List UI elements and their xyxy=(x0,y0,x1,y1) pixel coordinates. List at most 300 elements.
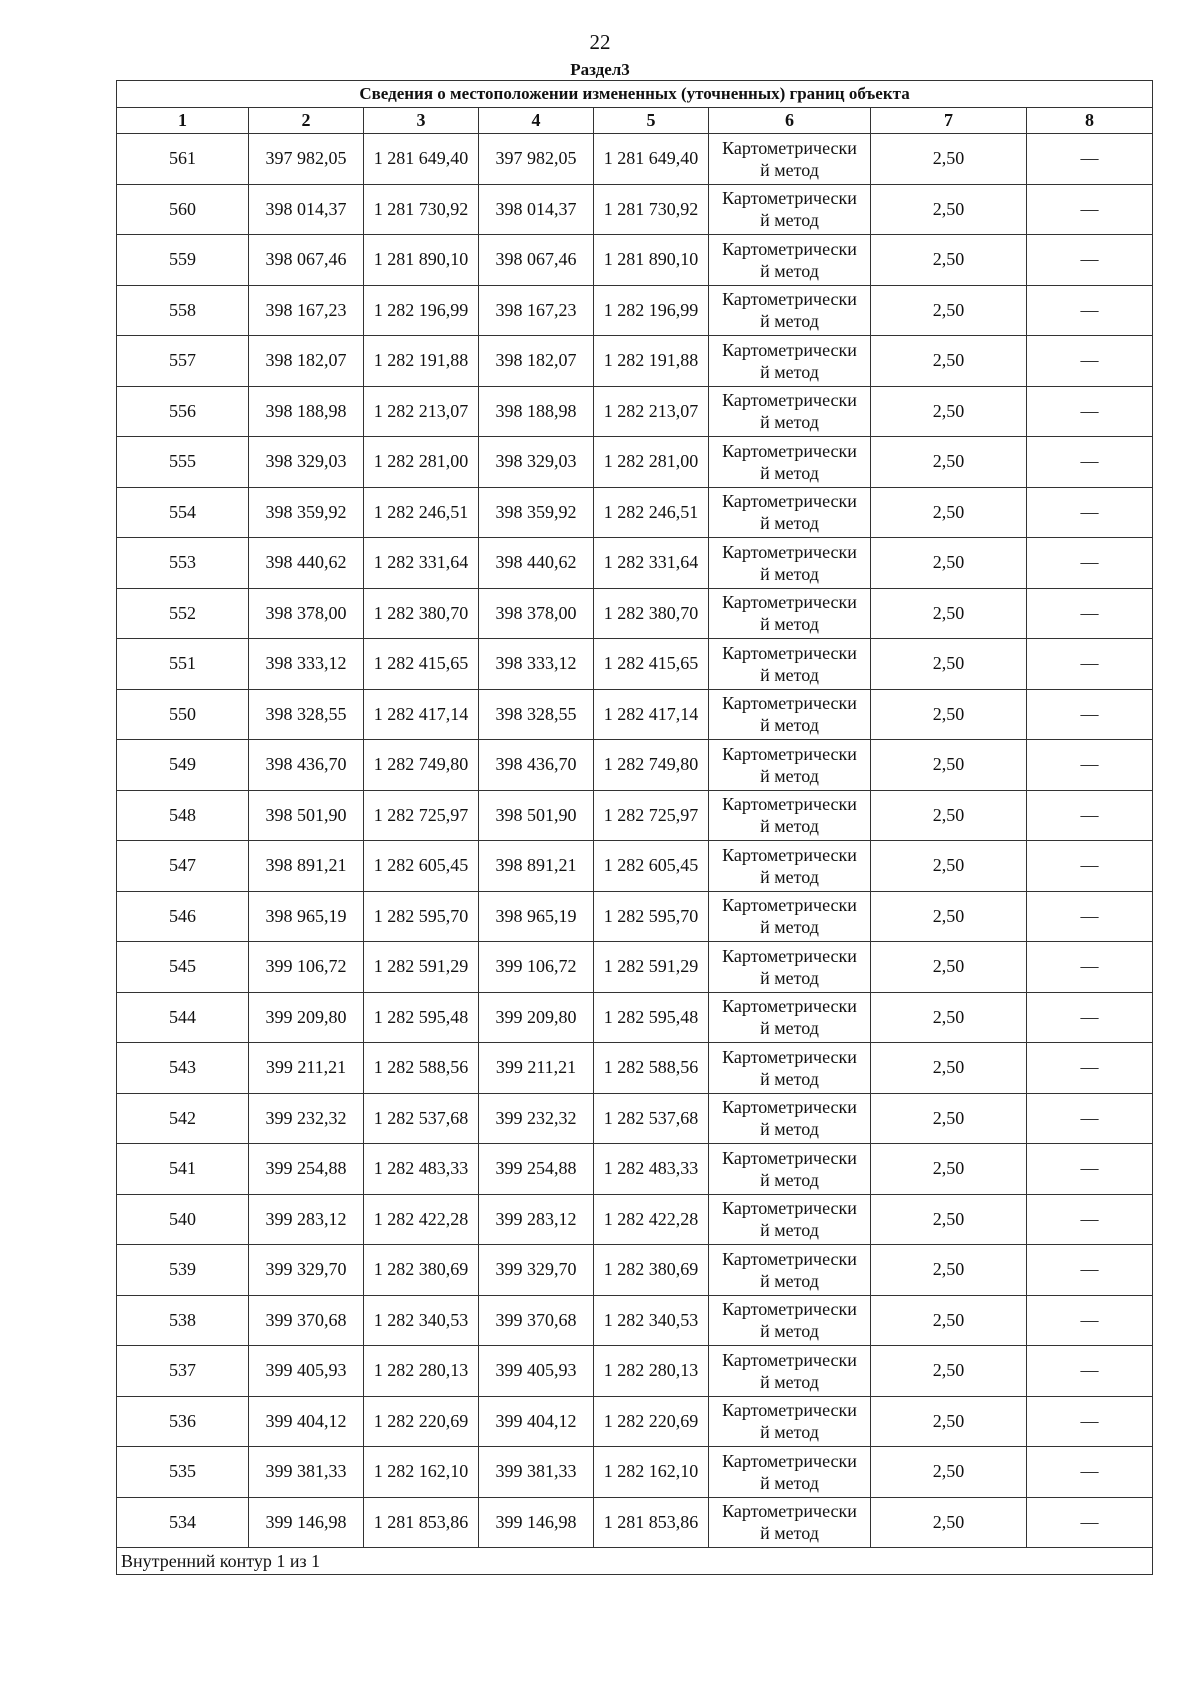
method-line: й метод xyxy=(760,159,819,180)
column-header: 2 xyxy=(249,108,364,134)
method-line: Картометрически xyxy=(722,541,857,562)
method-cell xyxy=(709,942,871,993)
description-cell: — xyxy=(1027,336,1153,387)
method-line: Картометрически xyxy=(722,1299,857,1320)
method-cell xyxy=(709,1093,871,1144)
table-row xyxy=(117,1295,1153,1346)
method-line: Картометрически xyxy=(722,1501,857,1522)
method-cell xyxy=(709,134,871,185)
y-existing-cell: 1 282 749,80 xyxy=(364,740,479,791)
description-cell: — xyxy=(1027,1093,1153,1144)
table-row xyxy=(117,487,1153,538)
precision-cell: 2,50 xyxy=(871,285,1027,336)
description-cell: — xyxy=(1027,992,1153,1043)
x-new-cell: 398 067,46 xyxy=(479,235,594,286)
method-line: Картометрически xyxy=(722,996,857,1017)
precision-cell: 2,50 xyxy=(871,588,1027,639)
y-new-cell: 1 282 605,45 xyxy=(594,841,709,892)
method-cell xyxy=(709,235,871,286)
method-cell xyxy=(709,1447,871,1498)
point-number-cell: 539 xyxy=(117,1245,249,1296)
method-line: Картометрически xyxy=(722,491,857,512)
x-existing-cell: 398 328,55 xyxy=(249,689,364,740)
y-new-cell: 1 282 340,53 xyxy=(594,1295,709,1346)
method-cell xyxy=(709,891,871,942)
x-new-cell: 398 965,19 xyxy=(479,891,594,942)
x-existing-cell: 397 982,05 xyxy=(249,134,364,185)
point-number-cell: 541 xyxy=(117,1144,249,1195)
point-number-cell: 558 xyxy=(117,285,249,336)
x-new-cell: 398 329,03 xyxy=(479,437,594,488)
y-new-cell: 1 282 380,69 xyxy=(594,1245,709,1296)
x-existing-cell: 398 067,46 xyxy=(249,235,364,286)
table-row xyxy=(117,588,1153,639)
method-cell xyxy=(709,184,871,235)
x-existing-cell: 399 370,68 xyxy=(249,1295,364,1346)
table-row xyxy=(117,1497,1153,1548)
x-new-cell: 398 891,21 xyxy=(479,841,594,892)
x-existing-cell: 398 188,98 xyxy=(249,386,364,437)
method-line: Картометрически xyxy=(722,188,857,209)
method-line: Картометрически xyxy=(722,844,857,865)
table-row xyxy=(117,235,1153,286)
method-cell xyxy=(709,1144,871,1195)
description-cell: — xyxy=(1027,1194,1153,1245)
method-cell xyxy=(709,1346,871,1397)
x-existing-cell: 398 378,00 xyxy=(249,588,364,639)
method-line: й метод xyxy=(760,1068,819,1089)
y-existing-cell: 1 282 162,10 xyxy=(364,1447,479,1498)
y-new-cell: 1 281 649,40 xyxy=(594,134,709,185)
method-cell xyxy=(709,1043,871,1094)
method-line: й метод xyxy=(760,1018,819,1039)
method-cell xyxy=(709,740,871,791)
x-new-cell: 399 106,72 xyxy=(479,942,594,993)
description-cell: — xyxy=(1027,285,1153,336)
method-line: й метод xyxy=(760,967,819,988)
y-existing-cell: 1 282 537,68 xyxy=(364,1093,479,1144)
method-line: Картометрически xyxy=(722,1248,857,1269)
precision-cell: 2,50 xyxy=(871,740,1027,791)
x-existing-cell: 399 381,33 xyxy=(249,1447,364,1498)
method-line: й метод xyxy=(760,1472,819,1493)
point-number-cell: 542 xyxy=(117,1093,249,1144)
precision-cell: 2,50 xyxy=(871,891,1027,942)
y-existing-cell: 1 282 605,45 xyxy=(364,841,479,892)
x-new-cell: 399 146,98 xyxy=(479,1497,594,1548)
table-row xyxy=(117,740,1153,791)
method-line: й метод xyxy=(760,1220,819,1241)
x-new-cell: 399 254,88 xyxy=(479,1144,594,1195)
precision-cell: 2,50 xyxy=(871,1093,1027,1144)
method-line: Картометрически xyxy=(722,794,857,815)
precision-cell: 2,50 xyxy=(871,841,1027,892)
x-new-cell: 399 232,32 xyxy=(479,1093,594,1144)
precision-cell: 2,50 xyxy=(871,1346,1027,1397)
precision-cell: 2,50 xyxy=(871,538,1027,589)
y-new-cell: 1 282 595,70 xyxy=(594,891,709,942)
description-cell: — xyxy=(1027,841,1153,892)
y-existing-cell: 1 282 415,65 xyxy=(364,639,479,690)
method-cell xyxy=(709,639,871,690)
precision-cell: 2,50 xyxy=(871,1295,1027,1346)
y-new-cell: 1 282 331,64 xyxy=(594,538,709,589)
x-new-cell: 398 167,23 xyxy=(479,285,594,336)
x-existing-cell: 399 232,32 xyxy=(249,1093,364,1144)
precision-cell: 2,50 xyxy=(871,437,1027,488)
method-line: й метод xyxy=(760,816,819,837)
y-existing-cell: 1 282 417,14 xyxy=(364,689,479,740)
description-cell: — xyxy=(1027,386,1153,437)
point-number-cell: 560 xyxy=(117,184,249,235)
method-cell xyxy=(709,1497,871,1548)
x-new-cell: 399 209,80 xyxy=(479,992,594,1043)
x-existing-cell: 398 359,92 xyxy=(249,487,364,538)
x-new-cell: 399 405,93 xyxy=(479,1346,594,1397)
point-number-cell: 553 xyxy=(117,538,249,589)
description-cell: — xyxy=(1027,1043,1153,1094)
x-new-cell: 398 188,98 xyxy=(479,386,594,437)
y-new-cell: 1 282 380,70 xyxy=(594,588,709,639)
y-existing-cell: 1 281 649,40 xyxy=(364,134,479,185)
method-cell xyxy=(709,841,871,892)
y-new-cell: 1 282 281,00 xyxy=(594,437,709,488)
x-existing-cell: 399 283,12 xyxy=(249,1194,364,1245)
table-row xyxy=(117,1245,1153,1296)
column-header: 6 xyxy=(709,108,871,134)
description-cell: — xyxy=(1027,134,1153,185)
description-cell: — xyxy=(1027,1295,1153,1346)
x-new-cell: 398 501,90 xyxy=(479,790,594,841)
method-line: Картометрически xyxy=(722,1349,857,1370)
method-line: Картометрически xyxy=(722,137,857,158)
table-row xyxy=(117,1093,1153,1144)
x-new-cell: 398 378,00 xyxy=(479,588,594,639)
point-number-cell: 551 xyxy=(117,639,249,690)
y-new-cell: 1 282 588,56 xyxy=(594,1043,709,1094)
x-new-cell: 398 359,92 xyxy=(479,487,594,538)
y-existing-cell: 1 282 281,00 xyxy=(364,437,479,488)
precision-cell: 2,50 xyxy=(871,386,1027,437)
method-line: й метод xyxy=(760,715,819,736)
method-line: Картометрически xyxy=(722,289,857,310)
method-cell xyxy=(709,992,871,1043)
precision-cell: 2,50 xyxy=(871,1194,1027,1245)
y-existing-cell: 1 282 380,69 xyxy=(364,1245,479,1296)
description-cell: — xyxy=(1027,891,1153,942)
x-existing-cell: 398 167,23 xyxy=(249,285,364,336)
y-new-cell: 1 281 890,10 xyxy=(594,235,709,286)
precision-cell: 2,50 xyxy=(871,1245,1027,1296)
description-cell: — xyxy=(1027,588,1153,639)
table-row xyxy=(117,841,1153,892)
x-new-cell: 398 014,37 xyxy=(479,184,594,235)
y-new-cell: 1 282 191,88 xyxy=(594,336,709,387)
method-line: й метод xyxy=(760,361,819,382)
method-line: й метод xyxy=(760,210,819,231)
method-line: Картометрически xyxy=(722,895,857,916)
y-new-cell: 1 282 422,28 xyxy=(594,1194,709,1245)
y-existing-cell: 1 282 380,70 xyxy=(364,588,479,639)
precision-cell: 2,50 xyxy=(871,134,1027,185)
method-line: Картометрически xyxy=(722,693,857,714)
x-new-cell: 399 381,33 xyxy=(479,1447,594,1498)
point-number-cell: 557 xyxy=(117,336,249,387)
precision-cell: 2,50 xyxy=(871,184,1027,235)
y-existing-cell: 1 282 196,99 xyxy=(364,285,479,336)
method-line: Картометрически xyxy=(722,1097,857,1118)
table-row xyxy=(117,891,1153,942)
description-cell: — xyxy=(1027,235,1153,286)
point-number-cell: 544 xyxy=(117,992,249,1043)
y-existing-cell: 1 282 588,56 xyxy=(364,1043,479,1094)
y-new-cell: 1 282 415,65 xyxy=(594,639,709,690)
y-existing-cell: 1 282 483,33 xyxy=(364,1144,479,1195)
x-new-cell: 399 370,68 xyxy=(479,1295,594,1346)
precision-cell: 2,50 xyxy=(871,336,1027,387)
method-line: й метод xyxy=(760,866,819,887)
table-row xyxy=(117,942,1153,993)
y-new-cell: 1 282 749,80 xyxy=(594,740,709,791)
table-row xyxy=(117,1346,1153,1397)
point-number-cell: 543 xyxy=(117,1043,249,1094)
method-line: Картометрически xyxy=(722,945,857,966)
table-row xyxy=(117,1447,1153,1498)
y-existing-cell: 1 282 340,53 xyxy=(364,1295,479,1346)
method-cell xyxy=(709,336,871,387)
table-row xyxy=(117,336,1153,387)
table-row xyxy=(117,790,1153,841)
y-existing-cell: 1 282 422,28 xyxy=(364,1194,479,1245)
y-new-cell: 1 282 537,68 xyxy=(594,1093,709,1144)
method-line: й метод xyxy=(760,1523,819,1544)
table-caption: Сведения о местоположении измененных (уточненных) границ объекта xyxy=(117,81,1153,108)
method-line: Картометрически xyxy=(722,642,857,663)
method-line: й метод xyxy=(760,1321,819,1342)
method-line: й метод xyxy=(760,412,819,433)
description-cell: — xyxy=(1027,639,1153,690)
x-existing-cell: 399 254,88 xyxy=(249,1144,364,1195)
x-existing-cell: 398 965,19 xyxy=(249,891,364,942)
y-new-cell: 1 281 853,86 xyxy=(594,1497,709,1548)
column-header: 5 xyxy=(594,108,709,134)
method-cell xyxy=(709,538,871,589)
method-line: Картометрически xyxy=(722,238,857,259)
y-existing-cell: 1 281 730,92 xyxy=(364,184,479,235)
point-number-cell: 549 xyxy=(117,740,249,791)
point-number-cell: 534 xyxy=(117,1497,249,1548)
x-existing-cell: 398 440,62 xyxy=(249,538,364,589)
x-existing-cell: 398 329,03 xyxy=(249,437,364,488)
method-line: й метод xyxy=(760,462,819,483)
column-header: 3 xyxy=(364,108,479,134)
x-existing-cell: 399 404,12 xyxy=(249,1396,364,1447)
x-existing-cell: 399 211,21 xyxy=(249,1043,364,1094)
description-cell: — xyxy=(1027,184,1153,235)
description-cell: — xyxy=(1027,487,1153,538)
point-number-cell: 548 xyxy=(117,790,249,841)
method-line: й метод xyxy=(760,1169,819,1190)
precision-cell: 2,50 xyxy=(871,942,1027,993)
point-number-cell: 559 xyxy=(117,235,249,286)
point-number-cell: 556 xyxy=(117,386,249,437)
method-line: й метод xyxy=(760,513,819,534)
method-line: Картометрически xyxy=(722,743,857,764)
table-row xyxy=(117,184,1153,235)
method-line: й метод xyxy=(760,1119,819,1140)
table-row xyxy=(117,285,1153,336)
x-new-cell: 397 982,05 xyxy=(479,134,594,185)
y-new-cell: 1 282 162,10 xyxy=(594,1447,709,1498)
point-number-cell: 538 xyxy=(117,1295,249,1346)
table-row xyxy=(117,992,1153,1043)
method-line: й метод xyxy=(760,1270,819,1291)
point-number-cell: 536 xyxy=(117,1396,249,1447)
method-line: й метод xyxy=(760,917,819,938)
method-cell xyxy=(709,1245,871,1296)
precision-cell: 2,50 xyxy=(871,639,1027,690)
x-existing-cell: 399 106,72 xyxy=(249,942,364,993)
y-existing-cell: 1 282 331,64 xyxy=(364,538,479,589)
x-new-cell: 399 211,21 xyxy=(479,1043,594,1094)
point-number-cell: 555 xyxy=(117,437,249,488)
x-new-cell: 399 283,12 xyxy=(479,1194,594,1245)
y-existing-cell: 1 282 246,51 xyxy=(364,487,479,538)
column-header: 1 xyxy=(117,108,249,134)
y-existing-cell: 1 282 595,48 xyxy=(364,992,479,1043)
point-number-cell: 552 xyxy=(117,588,249,639)
method-line: Картометрически xyxy=(722,440,857,461)
table-row xyxy=(117,134,1153,185)
y-existing-cell: 1 281 890,10 xyxy=(364,235,479,286)
y-existing-cell: 1 282 220,69 xyxy=(364,1396,479,1447)
method-line: й метод xyxy=(760,614,819,635)
x-new-cell: 399 329,70 xyxy=(479,1245,594,1296)
description-cell: — xyxy=(1027,1447,1153,1498)
method-line: Картометрически xyxy=(722,1147,857,1168)
point-number-cell: 535 xyxy=(117,1447,249,1498)
table-row xyxy=(117,437,1153,488)
x-new-cell: 398 182,07 xyxy=(479,336,594,387)
y-new-cell: 1 282 417,14 xyxy=(594,689,709,740)
description-cell: — xyxy=(1027,689,1153,740)
x-existing-cell: 398 333,12 xyxy=(249,639,364,690)
table-body xyxy=(117,134,1153,1548)
method-cell xyxy=(709,487,871,538)
y-new-cell: 1 282 725,97 xyxy=(594,790,709,841)
table-row xyxy=(117,1043,1153,1094)
y-existing-cell: 1 282 213,07 xyxy=(364,386,479,437)
table-row xyxy=(117,538,1153,589)
y-existing-cell: 1 282 191,88 xyxy=(364,336,479,387)
method-line: й метод xyxy=(760,765,819,786)
method-cell xyxy=(709,1295,871,1346)
point-number-cell: 537 xyxy=(117,1346,249,1397)
method-cell xyxy=(709,1396,871,1447)
x-existing-cell: 399 146,98 xyxy=(249,1497,364,1548)
method-cell xyxy=(709,285,871,336)
method-cell xyxy=(709,386,871,437)
x-existing-cell: 399 405,93 xyxy=(249,1346,364,1397)
precision-cell: 2,50 xyxy=(871,235,1027,286)
table-row xyxy=(117,1194,1153,1245)
precision-cell: 2,50 xyxy=(871,790,1027,841)
description-cell: — xyxy=(1027,942,1153,993)
y-new-cell: 1 282 246,51 xyxy=(594,487,709,538)
x-existing-cell: 399 329,70 xyxy=(249,1245,364,1296)
method-line: Картометрически xyxy=(722,1046,857,1067)
x-new-cell: 399 404,12 xyxy=(479,1396,594,1447)
description-cell: — xyxy=(1027,437,1153,488)
table-row xyxy=(117,639,1153,690)
column-header: 8 xyxy=(1027,108,1153,134)
y-new-cell: 1 282 595,48 xyxy=(594,992,709,1043)
point-number-cell: 554 xyxy=(117,487,249,538)
method-line: й метод xyxy=(760,563,819,584)
point-number-cell: 540 xyxy=(117,1194,249,1245)
method-line: й метод xyxy=(760,260,819,281)
x-existing-cell: 398 501,90 xyxy=(249,790,364,841)
method-cell xyxy=(709,588,871,639)
precision-cell: 2,50 xyxy=(871,1396,1027,1447)
x-new-cell: 398 436,70 xyxy=(479,740,594,791)
y-new-cell: 1 282 213,07 xyxy=(594,386,709,437)
y-existing-cell: 1 282 280,13 xyxy=(364,1346,479,1397)
table-row xyxy=(117,386,1153,437)
y-existing-cell: 1 282 725,97 xyxy=(364,790,479,841)
method-cell xyxy=(709,689,871,740)
method-line: Картометрически xyxy=(722,1450,857,1471)
method-line: Картометрически xyxy=(722,1400,857,1421)
precision-cell: 2,50 xyxy=(871,1447,1027,1498)
y-new-cell: 1 282 220,69 xyxy=(594,1396,709,1447)
method-line: Картометрически xyxy=(722,592,857,613)
y-existing-cell: 1 282 591,29 xyxy=(364,942,479,993)
precision-cell: 2,50 xyxy=(871,1497,1027,1548)
table-row xyxy=(117,1144,1153,1195)
section-title: Раздел3 xyxy=(570,60,630,79)
precision-cell: 2,50 xyxy=(871,487,1027,538)
y-existing-cell: 1 282 595,70 xyxy=(364,891,479,942)
y-new-cell: 1 282 483,33 xyxy=(594,1144,709,1195)
page-number: 22 xyxy=(589,30,611,54)
method-line: й метод xyxy=(760,664,819,685)
method-line: Картометрически xyxy=(722,1198,857,1219)
y-new-cell: 1 281 730,92 xyxy=(594,184,709,235)
x-existing-cell: 398 891,21 xyxy=(249,841,364,892)
description-cell: — xyxy=(1027,790,1153,841)
description-cell: — xyxy=(1027,538,1153,589)
y-new-cell: 1 282 591,29 xyxy=(594,942,709,993)
method-line: Картометрически xyxy=(722,390,857,411)
table-row xyxy=(117,689,1153,740)
coordinates-table xyxy=(116,80,1153,1575)
point-number-cell: 547 xyxy=(117,841,249,892)
method-cell xyxy=(709,1194,871,1245)
point-number-cell: 561 xyxy=(117,134,249,185)
point-number-cell: 546 xyxy=(117,891,249,942)
column-header: 7 xyxy=(871,108,1027,134)
method-line: й метод xyxy=(760,1422,819,1443)
y-existing-cell: 1 281 853,86 xyxy=(364,1497,479,1548)
description-cell: — xyxy=(1027,1245,1153,1296)
method-cell xyxy=(709,437,871,488)
method-cell xyxy=(709,790,871,841)
precision-cell: 2,50 xyxy=(871,992,1027,1043)
table-row xyxy=(117,1396,1153,1447)
precision-cell: 2,50 xyxy=(871,689,1027,740)
precision-cell: 2,50 xyxy=(871,1043,1027,1094)
